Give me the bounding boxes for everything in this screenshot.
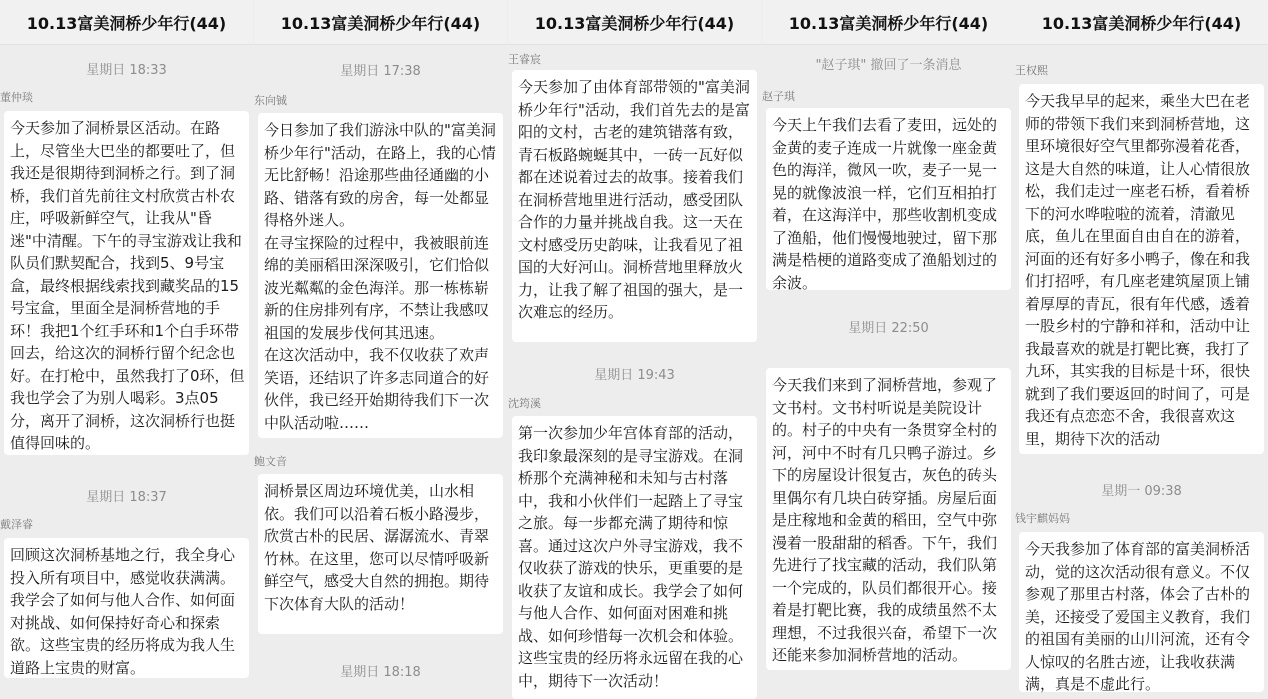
chat-panel-2 (254, 0, 507, 699)
timestamp: 星期日 18:33 (86, 63, 167, 78)
chat-title: 10.13富美洞桥少年行(44) (1015, 0, 1268, 45)
sender-name: 王睿宸 (508, 53, 541, 66)
sender-name: 鲍文音 (254, 455, 287, 468)
recall-notice: "赵子琪" 撤回了一条消息 (815, 58, 962, 73)
message-bubble[interactable]: 今天我早早的起来，乘坐大巴在老师的带领下我们来到洞桥营地，这里环境很好空气里都弥漫着花香，这是大自然的味道，让人心情很放松，我们走过一座老石桥，看着桥下的河水哗啦啦的流着，清澈见底，鱼儿在里面自由自在的游着，河面的还有好多小鸭子，像在和我们打招呼，有几座老建筑屋顶上铺着厚厚的青瓦，很有年代感，透着一股乡村的宁静和祥和，活动中让我最喜欢的就是打靶比赛，我打了九环，其实我的目标是十环，很快就到了我们要返回的时间了，可是我还有点恋恋不舍，我很喜欢这里，期待下次的活动 (1019, 84, 1264, 454)
sender-name: 东向铖 (254, 94, 287, 107)
timestamp: 星期日 18:18 (340, 665, 421, 680)
chat-title: 10.13富美洞桥少年行(44) (508, 0, 761, 45)
timestamp: 星期日 17:38 (340, 64, 421, 79)
message-bubble[interactable]: 第一次参加少年宫体育部的活动，我印象最深刻的是寻宝游戏。在洞桥那个充满神秘和未知与古村落中，我和小伙伴们一起踏上了寻宝之旅。每一步都充满了期待和惊喜。通过这次户外寻宝游戏，我不仅收获了游戏的快乐，更重要的是收获了友谊和成长。我学会了如何与他人合作、如何面对困难和挑战、如何珍惜每一次机会和体验。这些宝贵的经历将永远留在我的心中，期待下一次活动！ (512, 416, 757, 699)
sender-name: 王权熙 (1015, 64, 1048, 77)
timestamp: 星期日 19:43 (594, 368, 675, 383)
chat-panel-3 (508, 0, 761, 699)
message-bubble[interactable]: 今天上午我们去看了麦田，远处的金黄的麦子连成一片就像一座金黄色的海洋，微风一吹，麦子一晃一晃的就像波浪一样，它们互相拍打着，在这海洋中，那些收割机变成了渔船，他们慢慢地驶过，留下那满是梏梗的道路变成了渔船划过的余波。 (766, 108, 1011, 290)
message-bubble[interactable]: 今天我参加了体育部的富美洞桥活动，觉的这次活动很有意义。不仅参观了那里古村落，体会了古朴的美，还接受了爱国主义教育，我们的祖国有美丽的山川河流，还有令人惊叹的名胜古迹，让我收获满满，真是不虚此行。 (1019, 532, 1264, 692)
timestamp: 星期日 22:50 (848, 321, 929, 336)
sender-name: 董仲琰 (0, 91, 33, 104)
sender-name: 赵子琪 (762, 90, 795, 103)
chat-panel-5 (1015, 0, 1268, 699)
message-bubble[interactable]: 今天参加了由体育部带领的"富美洞桥少年行"活动，我们首先去的是富阳的文村，古老的建筑错落有致，青石板路蜿蜒其中，一砖一瓦好似都在述说着过去的故事。接着我们在洞桥营地里进行活动，感受团队合作的力量并挑战自我。这一天在文村感受历史韵味，让我看见了祖国的大好河山。洞桥营地里释放火力，让我了解了祖国的强大，是一次难忘的经历。 (512, 70, 757, 342)
message-bubble[interactable]: 今天我们来到了洞桥营地，参观了文书村。文书村听说是美院设计的。村子的中央有一条贯穿全村的河，河中不时有几只鸭子游过。乡下的房屋设计很复古，灰色的砖头里偶尔有几块白砖穿插。房屋后面是庄稼地和金黄的稻田，空气中弥漫着一股甜甜的稻香。下午，我们先进行了找宝藏的活动，我们队第一个完成的，队员们都很开心。接着是打靶比赛，我的成绩虽然不太理想，不过我很兴奋，希望下一次还能来参加洞桥营地的活动。 (766, 368, 1011, 670)
timestamp: 星期一 09:38 (1101, 484, 1182, 499)
chat-title: 10.13富美洞桥少年行(44) (254, 0, 507, 45)
sender-name: 沈筠溪 (508, 397, 541, 410)
message-bubble[interactable]: 今日参加了我们游泳中队的"富美洞桥少年行"活动，在路上，我的心情无比舒畅！沿途那些曲径通幽的小路、错落有致的房舍，每一处都显得格外迷人。 在寻宝探险的过程中，我被眼前连绵的美丽稻田深深吸引，它们恰似波光粼粼的金色海洋。那一栋栋崭新的住房排列有序，不禁让我感叹祖国的发展步伐何其迅速。 在这次活动中，我不仅收获了欢声笑语，还结识了许多志同道合的好伙伴，我已经开始期待我们下一次中队活动啦…… (258, 113, 503, 438)
message-bubble[interactable]: 洞桥景区周边环境优美，山水相依。我们可以沿着石板小路漫步，欣赏古朴的民居、潺潺流水、青翠竹林。在这里，您可以尽情呼吸新鲜空气，感受大自然的拥抱。期待下次体育大队的活动！ (258, 474, 503, 634)
chat-title: 10.13富美洞桥少年行(44) (762, 0, 1015, 45)
chat-panel-1 (0, 0, 253, 699)
chat-title: 10.13富美洞桥少年行(44) (0, 0, 253, 45)
message-bubble[interactable]: 今天参加了洞桥景区活动。在路上，尽管坐大巴坐的都要吐了，但我还是很期待到洞桥之行。到了洞桥，我们首先前往文村欣赏古朴农庄，呼吸新鲜空气，让我从"昏迷"中清醒。下午的寻宝游戏让我和队员们默契配合，找到5、9号宝盒，最终根据线索找到藏奖品的15号宝盒，里面全是洞桥营地的手环！我把1个红手环和1个白手环带回去，给这次的洞桥行留个纪念也好。在打枪中，虽然我打了0环，但我也学会了为别人喝彩。3点05分，离开了洞桥，这次洞桥行也挺值得回味的。 (4, 111, 249, 455)
sender-name: 戴泽睿 (0, 518, 33, 531)
chat-panel-4 (762, 0, 1015, 699)
message-bubble[interactable]: 回顾这次洞桥基地之行，我全身心投入所有项目中，感觉收获满满。我学会了如何与他人合作、如何面对挑战、如何保持好奇心和探索欲。这些宝贵的经历将成为我人生道路上宝贵的财富。 (4, 538, 249, 678)
sender-name: 钱宇麒妈妈 (1015, 512, 1070, 525)
timestamp: 星期日 18:37 (86, 490, 167, 505)
